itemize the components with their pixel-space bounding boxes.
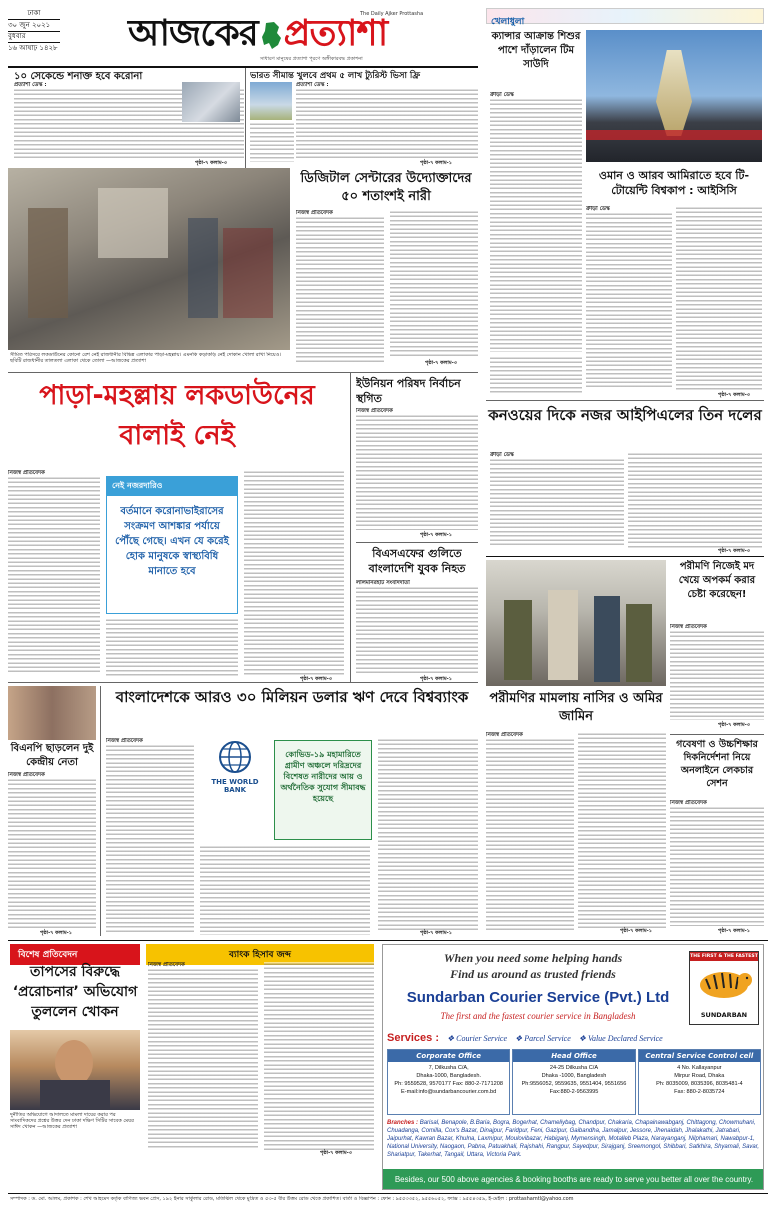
tiger-icon: [690, 961, 758, 1007]
dateline-date: ৩০ জুন ২০২১: [8, 20, 51, 29]
photo-caption-special: দুর্নীতির অভিযোগে আদালতে মামলা দায়ের করার পর সাংবাদিকদের প্রশ্নের উত্তর দেন ঢাকা দক্ষিণ সিটির সাবেক মেয়র সাঈদ খোকন —আজকের প্রত্যাশা: [10, 1112, 134, 1130]
story-body-digital-center-1: [296, 210, 384, 366]
jump-t20-wc: পৃষ্ঠা-৭ কলাম-৩: [718, 392, 750, 398]
ad-office-table: [387, 1049, 761, 1115]
story-headline-porimoni-bail: পরীমণির মামলায় নাসির ও অমির জামিন: [489, 691, 663, 724]
byline-corona-test: প্রত্যাশা ডেস্ক :: [14, 82, 47, 88]
ad-services-label: Services :: [387, 1032, 439, 1044]
ad-service-value-label: Value Declared Service: [587, 1033, 663, 1043]
photo-world-cup-trophy: [586, 30, 762, 162]
story-headline-digital-center: ডিজিটাল সেন্টারের উদ্যোক্তাদের ৫০ শতাংশই নারী: [300, 171, 472, 204]
ad-office-head-line1: 24-25 Dilkusha C/A: [549, 1065, 599, 1071]
jump-bsf: পৃষ্ঠা-৭ কলাম-১: [420, 676, 452, 682]
ad-branches-list: Barisal, Benapole, B.Baria, Bogra, Bogerhat, Chameliybag, Chandpur, Chakaria, Chapainawabganj, Chittagong, Chowmuhani, Chuadanga, Comilla, Cox's Bazar, Dinajpur, Faridpur, Feni, Gazipur, Gaibandha, Jamalpur, Jessore, Jhenaidah, Jhalakathi, Jatrabari, Jaipurhat, Kawran Bazar, Khulna, Laxmipur, Moulovibazar, Habiganj, Mymensingh, Motalleb Plaza, Narayanganj, Nilphamari, Nawabpur-1, National University, Naogaon, Pabna, Patuakhali, Rajshahi, Rangpur, Sayedpur, Sirajganj, Sreemongol, Shibbari, Satkhira, Shyamali, Savar, Shariatpur, Takerhat, Tangail, Uttara, Victoria Park.: [387, 1120, 760, 1158]
photo-court-police: [486, 560, 666, 686]
world-bank-quote-box: [274, 740, 372, 840]
byline-lockdown: নিজস্ব প্রতিবেদক: [8, 470, 45, 476]
imprint-line: সম্পাদক : ড. মো. আলম, প্রকাশক : শেখ আহমেদ কর্তৃক বাণিজ্য ভবন প্রেস, ১৯২ ইনার সার্কুলার রোড, মতিঝিল থেকে মুদ্রিত ও ৫৩-৫ বীর উত্তম রোড থেকে প্রকাশিত। বার্তা ও বিজ্ঞাপন : ফোন : ৯৫৫৩৩৫২, ৯৫৫৬০৫২, ফ্যাক্স : ৯৫৫৪৩৫৯, ই-মেইল : prottashamtl@yahoo.com: [10, 1196, 574, 1202]
ad-office-head-line3: Ph:9556052, 9559635, 9551404, 9551656: [521, 1081, 627, 1087]
ad-office-control-line1: 4 No. Kallayanpur: [677, 1065, 722, 1071]
story-headline-porimoni-drinks: পরীমণি নিজেই মদ খেয়ে অপকর্ম করার চেষ্টা করেছেন!: [678, 561, 756, 600]
special-report-label: বিশেষ প্রতিবেদন: [10, 944, 140, 965]
pull-quote-text: বর্তমানে করোনাভাইরাসের সংক্রমণ আশঙ্কার পর্যায়ে পৌঁছে গেছে। এখন যে করেই হোক মানুষকে স্বাস্থ্যবিধি মানাতে হবে: [115, 506, 229, 577]
story-headline-lockdown: [8, 376, 346, 468]
bangladesh-map-icon: [260, 21, 282, 51]
byline-world-bank: নিজস্ব প্রতিবেদক: [106, 738, 143, 744]
jump-bank: পৃষ্ঠা-৭ কলাম-৩: [320, 1150, 352, 1156]
world-bank-logo: [200, 740, 270, 800]
byline-bank: নিজস্ব প্রতিবেদক: [148, 962, 185, 968]
newspaper-logo: [128, 12, 458, 60]
byline-t20-wc: ক্রীড়া ডেস্ক: [586, 206, 610, 212]
story-headline-corona-test: ১০ সেকেন্ডে শনাক্ত হবে করোনা: [14, 71, 143, 82]
ad-service-parcel-label: Parcel Service: [524, 1033, 571, 1043]
jump-union: পৃষ্ঠা-৭ কলাম-১: [420, 532, 452, 538]
sports-section-label: খেলাধুলা: [491, 17, 525, 27]
story-body-world-bank-2: [200, 845, 370, 935]
jump-bnp-leaders: পৃষ্ঠা-৭ কলাম-১: [40, 930, 72, 936]
story-body-t20-wc-1: [586, 206, 672, 392]
ad-branches-label: Branches :: [387, 1120, 419, 1126]
photo-taj-mahal: [250, 82, 292, 120]
byline-research: নিজস্ব প্রতিবেদক: [670, 800, 707, 806]
logo-word-ajker: আজকের: [128, 13, 258, 54]
ad-slogan: The first and the fastest courier service in Bangladesh: [440, 1011, 636, 1021]
world-bank-logo-text: THE WORLD BANK: [211, 778, 259, 794]
byline-conway: ক্রীড়া ডেস্ক: [490, 452, 514, 458]
byline-porimoni-bail: নিজস্ব প্রতিবেদক: [486, 732, 523, 738]
masthead-dateline: [8, 8, 60, 66]
story-headline-conway: কনওয়ের দিকে নজর আইপিএলের তিন দলের: [488, 406, 762, 424]
ad-office-control-line2: Mirpur Road, Dhaka: [674, 1073, 725, 1079]
jump-research: পৃষ্ঠা-৭ কলাম-১: [718, 928, 750, 934]
dateline-day: বুধবার: [8, 32, 26, 41]
byline-union: নিজস্ব প্রতিবেদক: [356, 408, 393, 414]
byline-southee: ক্রীড়া ডেস্ক: [490, 92, 514, 98]
logo-english-name: The Daily Ajker Prottasha: [360, 11, 424, 17]
ad-footer: Besides, our 500 above agencies & booking booths are ready to serve you better all over the country.: [383, 1169, 764, 1190]
ad-office-head: [512, 1049, 635, 1115]
story-body-research: [670, 800, 764, 928]
story-body-visa: [296, 82, 478, 162]
jump-visa: পৃষ্ঠা-৭ কলাম-১: [420, 160, 452, 166]
ad-office-control-line3: Ph: 8035009, 8035396, 8035481-4: [656, 1081, 743, 1087]
ad-tagline-2: Find us around as trusted friends: [450, 967, 616, 981]
ad-office-control: [638, 1049, 761, 1115]
ad-brand: SUNDARBAN: [700, 1011, 748, 1019]
story-body-digital-center-2: [390, 210, 478, 356]
story-headline-world-bank: বাংলাদেশকে আরও ৩০ মিলিয়ন ডলার ঋণ দেবে বিশ্বব্যাংক: [115, 688, 469, 706]
story-body-lockdown-2: [106, 618, 238, 676]
story-headline-visa: ভারত সীমান্ত খুলবে প্রথম ৫ লাখ ট্যুরিস্ট ভিসা ফ্রি: [250, 71, 421, 81]
dateline-city: ঢাকা: [27, 9, 41, 17]
jump-conway: পৃষ্ঠা-৭ কলাম-৩: [718, 548, 750, 554]
story-headline-special: তাপসের বিরুদ্ধে ‘প্ররোচনার’ অভিযোগ তুললেন খোকন: [12, 964, 138, 1020]
story-headline-t20-wc: ওমান ও আরব আমিরাতে হবে টি-টোয়েন্টি বিশ্বকাপ : আইসিসি: [598, 169, 750, 197]
ad-branches: [387, 1119, 761, 1165]
ad-office-control-title: Central Service Control cell: [639, 1050, 760, 1062]
story-body-bank-2: [264, 962, 374, 1150]
ad-office-corporate-line2: Dhaka-1000, Bangladesh.: [416, 1073, 481, 1079]
photo-bnp-leaders: [8, 686, 96, 740]
story-body-bsf: [356, 580, 478, 676]
story-body-world-bank-1: [106, 738, 194, 934]
ad-badge-text: THE FIRST & THE FASTEST: [690, 954, 758, 959]
byline-visa: প্রত্যাশা ডেস্ক :: [296, 82, 329, 88]
logo-word-prottasha: প্রত্যাশা: [283, 13, 388, 54]
lockdown-headline-line1: পাড়া-মহল্লায় লকডাউনের: [39, 380, 315, 411]
story-headline-southee: ক্যান্সার আক্রান্ত শিশুর পাশে দাঁড়ালেন টিম সাউদি: [491, 31, 581, 70]
sundarban-ad: [382, 944, 764, 1190]
pull-quote-box: [106, 476, 238, 614]
ad-office-corporate-line1: 7, Dilkusha C/A,: [428, 1065, 469, 1071]
byline-bnp-leaders: নিজস্ব প্রতিবেদক: [8, 772, 45, 778]
ad-service-parcel: ❖ Parcel Service: [515, 1033, 571, 1043]
ad-service-courier-label: Courier Service: [456, 1033, 508, 1043]
jump-corona-test: পৃষ্ঠা-৭ কলাম-৩: [195, 160, 227, 166]
story-body-porimoni-drinks: [670, 624, 764, 722]
jump-world-bank: পৃষ্ঠা-৭ কলাম-১: [420, 930, 452, 936]
story-body-lockdown-3: [244, 470, 344, 676]
jump-porimoni-drinks: পৃষ্ঠা-৭ কলাম-৩: [718, 722, 750, 728]
masthead-slogan: সাধারণ মানুষের প্রত্যাশা পূরণে অঙ্গীকারবদ্ধ প্রকাশনা: [260, 56, 363, 62]
photo-sayeed-khokon: [10, 1030, 140, 1110]
world-bank-quote: কোভিড-১৯ মহামারিতে গ্রামীণ অঞ্চলে দরিদ্রদের বিশেষত নারীদের আয় ও অর্থনৈতিক সুযোগ সীমাবদ্ধ হয়েছে: [280, 750, 366, 803]
story-headline-union: ইউনিয়ন পরিষদ নির্বাচন স্থগিত: [356, 377, 461, 405]
ad-office-corporate: [387, 1049, 510, 1115]
ad-office-head-line2: Dhaka -1000, Bangladesh: [541, 1073, 607, 1079]
ad-tagline-1: When you need some helping hands: [443, 951, 623, 965]
story-body-conway-2: [628, 452, 762, 548]
bank-label: ব্যাংক হিসাব জব্দ: [146, 944, 374, 965]
pull-quote-label: নেই নজরদারিও: [107, 477, 237, 496]
story-body-t20-wc-2: [676, 206, 762, 392]
story-body-southee: [490, 92, 582, 354]
byline-porimoni-drinks: নিজস্ব প্রতিবেদক: [670, 624, 707, 630]
ad-badge: [689, 951, 759, 1025]
story-body-lockdown-1: [8, 470, 100, 676]
sports-section-banner: [486, 8, 764, 27]
photo-lockdown-street: [8, 168, 290, 350]
lockdown-headline-line2: বালাই নেই: [119, 420, 235, 451]
jump-digital-center: পৃষ্ঠা-৭ কলাম-৩: [425, 360, 457, 366]
ad-office-head-title: Head Office: [513, 1050, 634, 1062]
ad-office-control-line4: Fax: 880-2-8035724: [674, 1089, 725, 1095]
story-body-world-bank-3: [378, 738, 478, 930]
globe-icon: [218, 740, 252, 774]
dateline-bangla-date: ১৬ আষাঢ় ১৪২৮: [8, 43, 58, 52]
ad-service-value: ❖ Value Declared Service: [578, 1033, 663, 1043]
story-body-bnp-leaders: [8, 772, 96, 932]
story-headline-research: গবেষণা ও উচ্চশিক্ষার দিকনির্দেশনা নিয়ে অনলাইনে লেকচার সেশন: [676, 739, 758, 789]
ad-office-corporate-line4: E-mail:info@sundarbancourier.com.bd: [401, 1089, 497, 1095]
ad-office-head-line4: Fax:880-2-9563995: [549, 1089, 599, 1095]
story-headline-bsf: বিএসএফের গুলিতে বাংলাদেশি যুবক নিহত: [368, 547, 466, 575]
story-body-union: [356, 408, 478, 532]
ad-office-corporate-line3: Ph: 9559528, 9570177 Fax: 880-2-7171208: [394, 1081, 503, 1087]
jump-lockdown: পৃষ্ঠা-৭ কলাম-৩: [300, 676, 332, 682]
ad-office-corporate-title: Corporate Office: [388, 1050, 509, 1062]
byline-bsf: লালমনিরহাট সংবাদদাতা: [356, 580, 410, 586]
photo-caption-lockdown: সীমিত পরিসরে লকডাউনের কোনো রেশ নেই রাজধানীর বিভিন্ন এলাকার পাড়া-মহল্লায়। এমনকি কড়াকড়ি নেই দোকান খোলা রাখা নিয়েও। ছবিটি রাজধানীর তালতলা এলাকা থেকে তোলা —আজকের প্রত্যাশা: [10, 352, 282, 364]
byline-digital-center: নিজস্ব প্রতিবেদক: [296, 210, 333, 216]
ad-service-courier: ❖ Courier Service: [446, 1033, 508, 1043]
photo-corona-test: [182, 82, 240, 122]
jump-porimoni-bail: পৃষ্ঠা-৭ কলাম-১: [620, 928, 652, 934]
story-headline-bnp-leaders: বিএনপি ছাড়লেন দুই কেন্দ্রীয় নেতা: [10, 743, 94, 768]
story-body-bank-1: [148, 962, 258, 1152]
story-body-porimoni-bail-2: [578, 732, 666, 928]
ad-company-name: Sundarban Courier Service (Pvt.) Ltd: [406, 989, 670, 1006]
story-body-porimoni-bail-1: [486, 732, 574, 932]
story-body-conway-1: [490, 452, 624, 548]
